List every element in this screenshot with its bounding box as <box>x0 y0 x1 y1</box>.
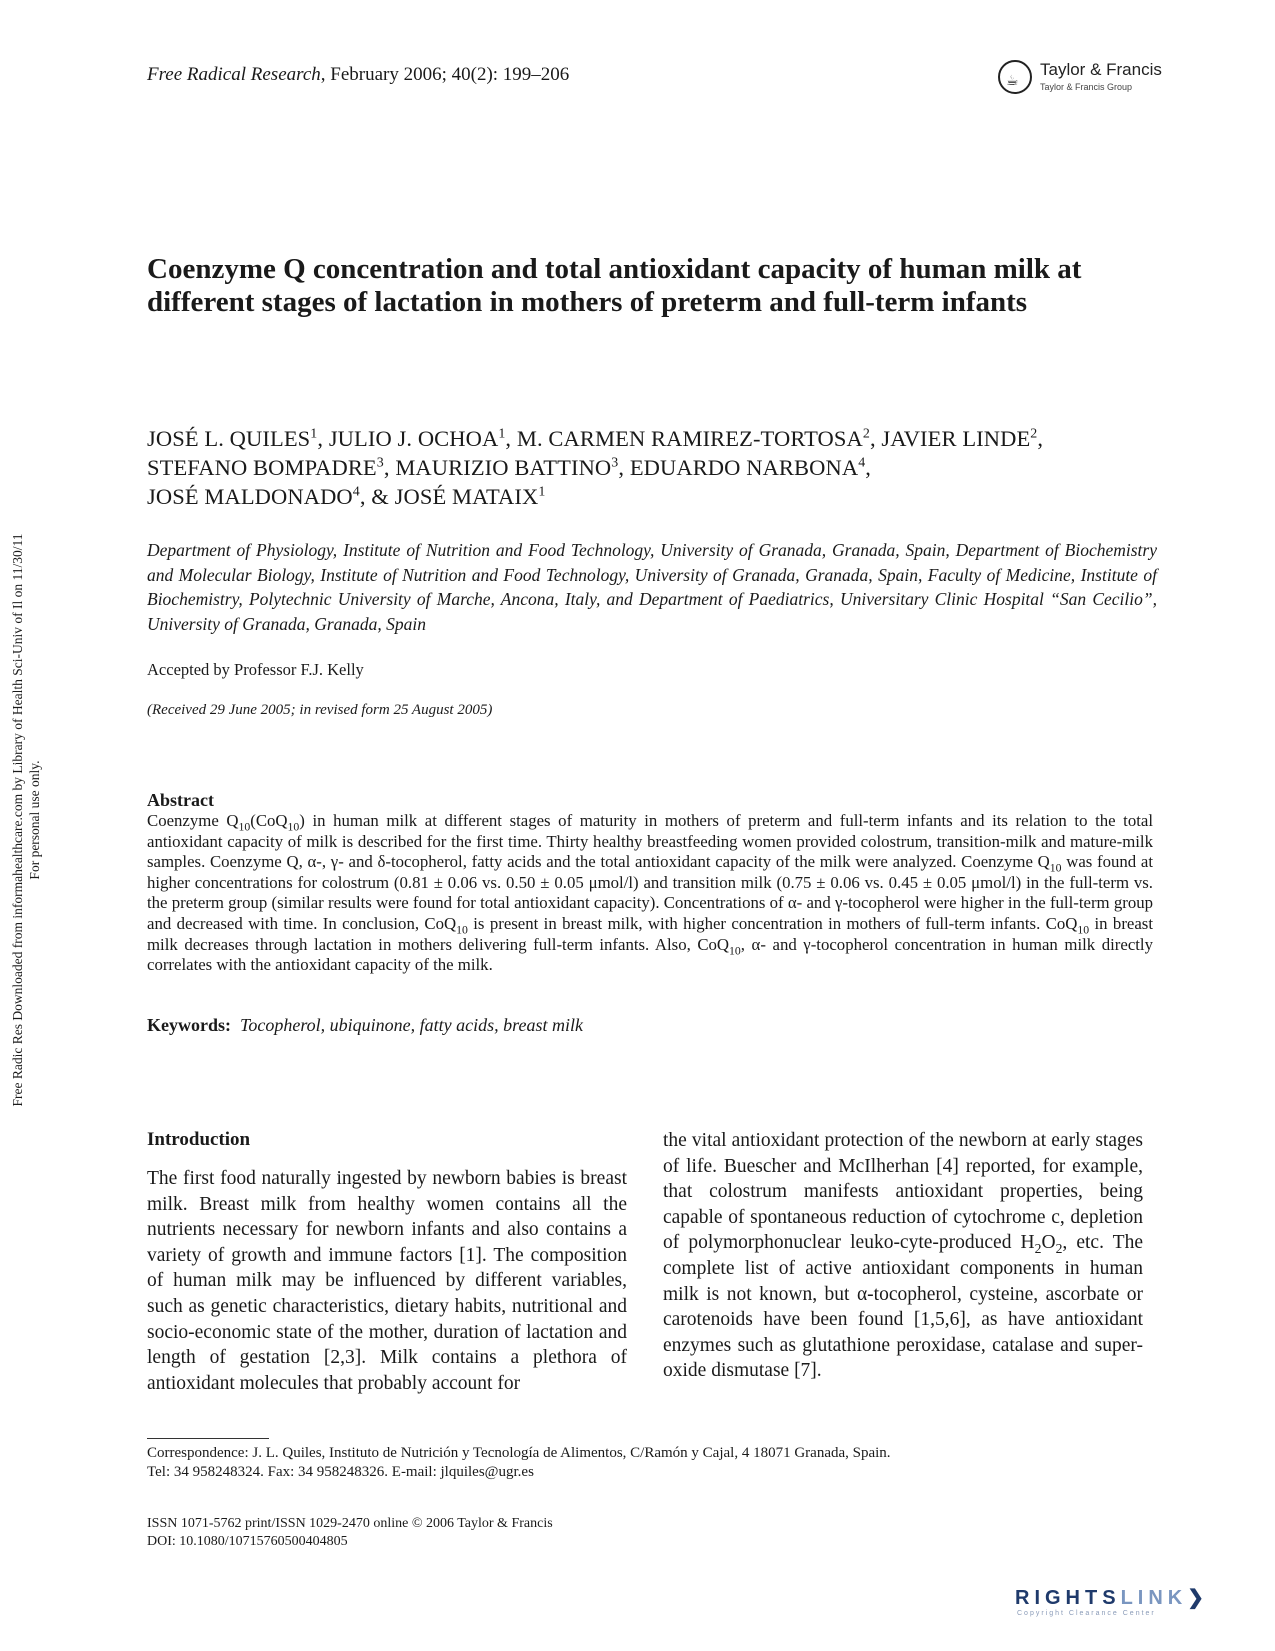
publisher-group: Taylor & Francis Group <box>1040 82 1133 92</box>
author: JULIO J. OCHOA$^1$, <box>328 426 517 451</box>
abstract-heading: Abstract <box>147 790 214 810</box>
keywords-label: Keywords: <box>147 1015 231 1035</box>
footnote-rule <box>147 1438 269 1439</box>
doi-line[interactable]: DOI: 10.1080/10715760500404805 <box>147 1533 348 1549</box>
article-title: Coenzyme Q concentration and total antioxidant capacity of human milk at different stages of lactation in mothers of preterm and full-term infants <box>147 253 1082 318</box>
author: EDUARDO NARBONA$^4$, <box>629 455 872 480</box>
publisher-name: Taylor & Francis <box>1040 60 1162 79</box>
correspondence-footnote <box>147 1444 1157 1481</box>
author: JOSÉ L. QUILES$^1$, <box>147 426 329 451</box>
author: M. CARMEN RAMIREZ-TORTOSA$^2$, <box>516 426 882 451</box>
download-notice-line-2: For personal use only. <box>26 760 42 880</box>
correspondence-address: Correspondence: J. L. Quiles, Instituto de Nutrición y Tecnología de Alimentos, C/Ramón y Cajal, 4 18071 Granada, Spain. <box>147 1445 891 1461</box>
author: STEFANO BOMPADRE$^3$, <box>147 455 396 480</box>
issn-block <box>147 1515 847 1550</box>
issn-line: ISSN 1071-5762 print/ISSN 1029-2470 online © 2006 Taylor & Francis <box>147 1516 553 1531</box>
journal-citation <box>147 64 569 86</box>
download-notice-sidebar <box>0 0 60 1651</box>
introduction-column-1: The first food naturally ingested by newborn babies is breast milk. Breast milk from healthy women contains all the nutrients necessary for newborn infants and also contains a variety of growth and immune factors [1]. The composition of human milk may be influenced by different variables, such as genetic characteristics, dietary habits, nutritional and socio-economic state of the mother, duration of lactation and length of gestation [2,3]. Milk contains a plethora of antioxidant molecules that probably account for <box>147 1168 627 1394</box>
rightslink-logo[interactable] <box>1015 1585 1245 1625</box>
keywords <box>147 1015 583 1036</box>
download-notice-line-1: Free Radic Res Downloaded from informahealthcare.com by Library of Health Sci-Univ of Il on 11/30/11 <box>10 533 25 1107</box>
abstract-text: Coenzyme $Q_{10}(CoQ_{10})$ in human milk at different stages of maturity in mothers of preterm and full-term infants and its relation to the total antioxidant capacity of milk is described for the first time. Thirty healthy breastfeeding women provided colostrum, transition-milk and mature-milk samples. Coenzyme Q, α-, γ- and δ-tocopherol, fatty acids and the total antioxidant capacity of the milk were analyzed. Coenzyme $Q_{10}$ was found at higher concentrations for colostrum (0.81 ± 0.06 vs. 0.50 ± 0.05 μmol/l) and transition milk (0.75 ± 0.06 vs. 0.45 ± 0.05 μmol/l) in the full-term vs. the preterm group (similar results were found for total antioxidant capacity). Concentrations of α- and γ-tocopherol were higher in the full-term group and decreased with time. In conclusion, CoQ$_{10}$ is present in breast milk, with higher concentration in mothers of full-term infants. CoQ$_{10}$ in breast milk decreases through lactation in mothers delivering full-term infants. Also, CoQ$_{10}$, α- and γ-tocopherol concentration in human milk directly correlates with the antioxidant capacity of the milk. <box>147 811 1154 975</box>
introduction-heading: Introduction <box>147 1129 251 1150</box>
author-list <box>147 424 1157 511</box>
keywords-value: Tocopherol, ubiquinone, fatty acids, breast milk <box>240 1015 583 1035</box>
publisher-logo[interactable] <box>998 58 1162 98</box>
journal-name: Free Radical Research <box>147 64 321 85</box>
author: MAURIZIO BATTINO$^3$, <box>395 455 630 480</box>
author: JOSÉ MATAIX$^1$ <box>394 484 546 509</box>
received-dates: (Received 29 June 2005; in revised form 25 August 2005) <box>147 702 493 718</box>
lamp-logo-icon: ☕ <box>998 60 1032 94</box>
rightslink-text-light: LINK <box>1120 1587 1188 1609</box>
rightslink-tagline: Copyright Clearance Center <box>1017 1610 1156 1617</box>
introduction-column-2: the vital antioxidant protection of the newborn at early stages of life. Buescher and McIlherhan [4] reported, for example, that colostrum manifests antioxidant properties, being capable of spontaneous reduction of cytochrome c, depletion of polymorphonuclear leuko-cyte-produced $H_2O_2$, etc. The complete list of active antioxidant components in human milk is not known, but α-tocopherol, cysteine, ascorbate or carotenoids have been found [1,5,6], as have antioxidant enzymes such as glutathione peroxidase, catalase and super-oxide dismutase [7]. <box>663 1130 1144 1382</box>
accepted-by: Accepted by Professor F.J. Kelly <box>147 660 364 679</box>
correspondence-contact[interactable]: Tel: 34 958248324. Fax: 34 958248326. E-mail: jlquiles@ugr.es <box>147 1463 534 1480</box>
affiliations: Department of Physiology, Institute of Nutrition and Food Technology, University of Granada, Granada, Spain, Department of Biochemistry and Molecular Biology, Institute of Nutrition and Food Technology, University of Granada, Granada, Spain, Faculty of Medicine, Institute of Biochemistry, Polytechnic University of Marche, Ancona, Italy, and Department of Paediatrics, Universitary Clinic Hospital “San Cecilio”, University of Granada, Granada, Spain <box>147 540 1157 634</box>
rightslink-text-dark: RIGHTS <box>1015 1587 1121 1609</box>
author: JOSÉ MALDONADO$^4$, & <box>147 484 395 509</box>
journal-issue: , February 2006; 40(2): 199–206 <box>320 64 570 85</box>
rightslink-arrow-icon: ❯ <box>1187 1587 1209 1609</box>
author: JAVIER LINDE$^2$, <box>881 426 1044 451</box>
